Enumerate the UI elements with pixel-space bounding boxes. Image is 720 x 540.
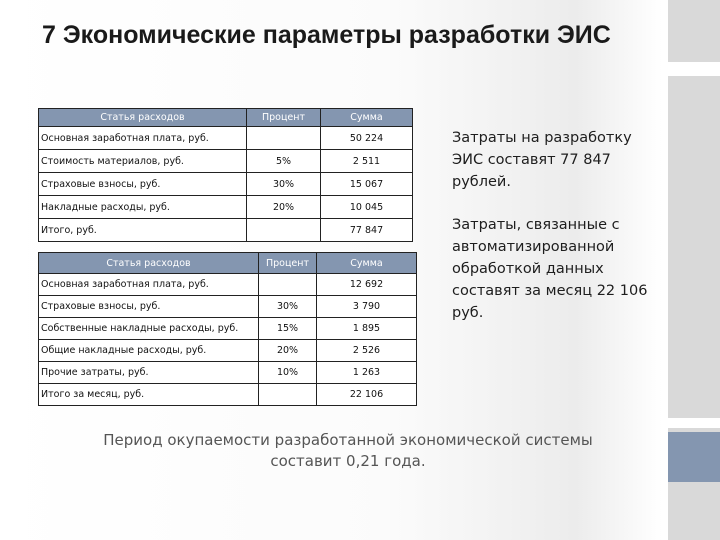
table-row (39, 340, 417, 362)
table-row (39, 173, 413, 196)
table-row (39, 274, 417, 296)
side-bar-stripe (668, 62, 720, 76)
percent-cell: 15% (259, 318, 317, 340)
expense-item: Основная заработная плата, руб. (39, 127, 247, 150)
column-header: Статья расходов (39, 109, 247, 127)
table-row (39, 318, 417, 340)
table-row (39, 150, 413, 173)
amount-cell: 2 511 (321, 150, 413, 173)
amount-cell: 1 263 (317, 362, 417, 384)
column-header: Процент (247, 109, 321, 127)
amount-cell: 15 067 (321, 173, 413, 196)
expense-item: Собственные накладные расходы, руб. (39, 318, 259, 340)
development-cost-table (38, 108, 413, 242)
table-row (39, 196, 413, 219)
column-header: Сумма (321, 109, 413, 127)
column-header: Процент (259, 253, 317, 274)
development-cost-note: Затраты на разработку ЭИС составят 77 847 рублей. (452, 130, 632, 190)
side-bar-accent-block (668, 432, 720, 482)
percent-cell: 20% (247, 196, 321, 219)
expense-item: Накладные расходы, руб. (39, 196, 247, 219)
percent-cell: 30% (259, 296, 317, 318)
amount-cell: 1 895 (317, 318, 417, 340)
expense-item: Основная заработная плата, руб. (39, 274, 259, 296)
expense-item: Итого, руб. (39, 219, 247, 242)
amount-cell: 10 045 (321, 196, 413, 219)
table-row (39, 127, 413, 150)
expense-item: Итого за месяц, руб. (39, 384, 259, 406)
expense-item: Стоимость материалов, руб. (39, 150, 247, 173)
percent-cell: 20% (259, 340, 317, 362)
expense-item: Общие накладные расходы, руб. (39, 340, 259, 362)
amount-cell: 12 692 (317, 274, 417, 296)
table-total-row (39, 219, 413, 242)
expense-item: Прочие затраты, руб. (39, 362, 259, 384)
monthly-cost-table (38, 252, 417, 406)
amount-cell: 22 106 (317, 384, 417, 406)
amount-cell: 77 847 (321, 219, 413, 242)
table-total-row (39, 384, 417, 406)
percent-cell (247, 127, 321, 150)
percent-cell (259, 384, 317, 406)
side-bar-stripe (668, 418, 720, 428)
percent-cell: 10% (259, 362, 317, 384)
column-header: Статья расходов (39, 253, 259, 274)
decorative-side-bar (668, 0, 720, 540)
payback-period-text: Период окупаемости разработанной экономической системы составит 0,21 года. (103, 431, 593, 470)
monthly-cost-note: Затраты, связанные с автоматизированной обработкой данных составят за месяц 22 106 руб. (452, 217, 648, 321)
percent-cell (247, 219, 321, 242)
expense-item: Страховые взносы, руб. (39, 296, 259, 318)
amount-cell: 2 526 (317, 340, 417, 362)
table-row (39, 362, 417, 384)
percent-cell: 5% (247, 150, 321, 173)
percent-cell: 30% (247, 173, 321, 196)
slide-title: 7 Экономические параметры разработки ЭИС (42, 21, 611, 49)
table-row (39, 296, 417, 318)
amount-cell: 3 790 (317, 296, 417, 318)
column-header: Сумма (317, 253, 417, 274)
expense-item: Страховые взносы, руб. (39, 173, 247, 196)
amount-cell: 50 224 (321, 127, 413, 150)
percent-cell (259, 274, 317, 296)
